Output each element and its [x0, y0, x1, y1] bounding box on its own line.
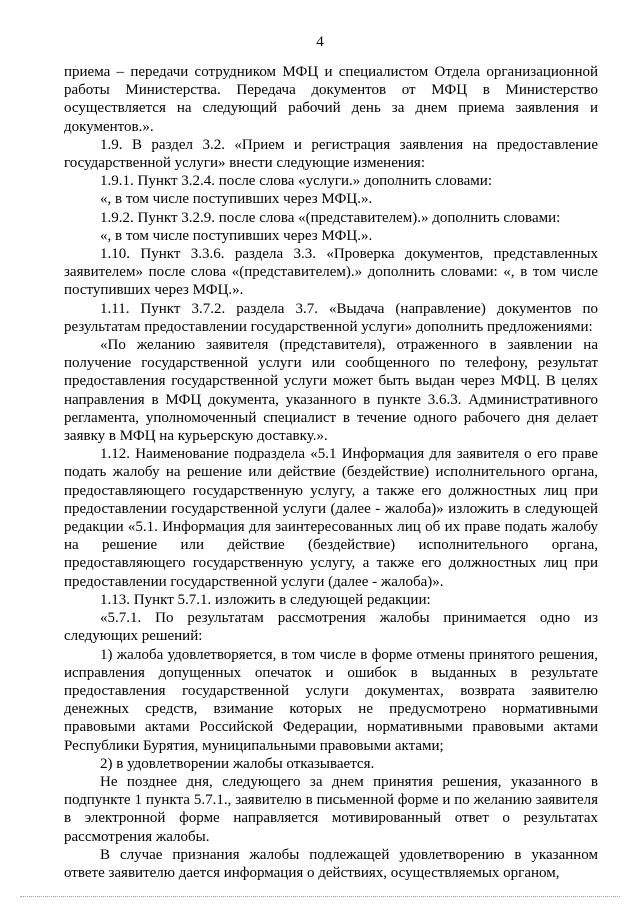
paragraph: 1.13. Пункт 5.7.1. изложить в следующей редакции:	[100, 591, 431, 608]
paragraph: 1.10. Пункт 3.3.6. раздела 3.3. «Проверка документов, представленных заявителем» после слова «(представителем).» дополнить словами: «, в том числе поступивших через МФЦ.».	[64, 246, 598, 299]
paragraph: Не позднее дня, следующего за днем принятия решения, указанного в подпункте 1 пункта 5.7.1., заявителю в письменной форме и по желанию заявителя в электронной форме направляется мотивированный ответ о результатах рассмотрения жалобы.	[64, 773, 598, 845]
paragraph: «, в том числе поступивших через МФЦ.».	[100, 227, 373, 244]
document-body	[64, 63, 598, 882]
paragraph: 1.9. В раздел 3.2. «Прием и регистрация заявления на предоставление государственной услуги» внести следующие изменения:	[64, 136, 598, 172]
paragraph: «По желанию заявителя (представителя), отраженного в заявлении на получение государственной услуги или сообщенного по телефону, результат предоставления государственной услуги может быть выдан через МФЦ. В целях направления в МФЦ документа, указанного в пункте 3.6.3. Административного регламента, уполномоченный специалист в течение одного рабочего дня делает заявку в МФЦ на курьерскую доставку.».	[64, 337, 598, 445]
paragraph: 1.9.2. Пункт 3.2.9. после слова «(представителем).» дополнить словами:	[100, 209, 561, 226]
paragraph: 1.11. Пункт 3.7.2. раздела 3.7. «Выдача (направление) документов по результатам предоставлении государственной услуги» дополнить предложениями:	[64, 300, 598, 335]
paragraph: «, в том числе поступивших через МФЦ.».	[100, 191, 373, 208]
paragraph: приема – передачи сотрудником МФЦ и специалистом Отдела организационной работы Министерства. Передача документов от МФЦ в Министерство осуществляется на следующий рабочий день за днем приема заявления и документов.».	[64, 64, 598, 135]
paragraph: «5.7.1. По результатам рассмотрения жалобы принимается одно из следующих решений:	[64, 610, 598, 645]
page-number: 4	[316, 34, 324, 50]
paragraph: 1.9.1. Пункт 3.2.4. после слова «услуги.» дополнить словами:	[100, 173, 492, 190]
paragraph: В случае признания жалобы подлежащей удовлетворению в указанном ответе заявителю дается информация о действиях, осуществляемых органом,	[64, 846, 598, 881]
paragraph: 1) жалоба удовлетворяется, в том числе в форме отмены принятого решения, исправления допущенных опечаток и ошибок в выданных в результате предоставления государственной услуги документах, возврата заявителю денежных средств, взимание которых не предусмотрено нормативными правовыми актами Российской Федерации, нормативными правовыми актами Республики Бурятия, муниципальными правовыми актами;	[64, 646, 598, 754]
paragraph: 2) в удовлетворении жалобы отказывается.	[100, 755, 375, 772]
paragraph: 1.12. Наименование подраздела «5.1 Информация для заявителя о его праве подать жалобу на решение или действие (бездействие) исполнительного органа, предоставляющего государственную услугу, а также его должностных лиц при предоставлении государственной услуги (далее - жалоба)» изложить в следующей редакции «5.1. Информация для заинтересованных лиц об их праве подать жалобу на решение или действие (бездействие) исполнительного органа, предоставляющего государственную услугу, а также его должностных лиц при предоставлении государственной услуги (далее - жалоба)».	[64, 446, 598, 590]
scan-edge-line	[20, 896, 620, 899]
